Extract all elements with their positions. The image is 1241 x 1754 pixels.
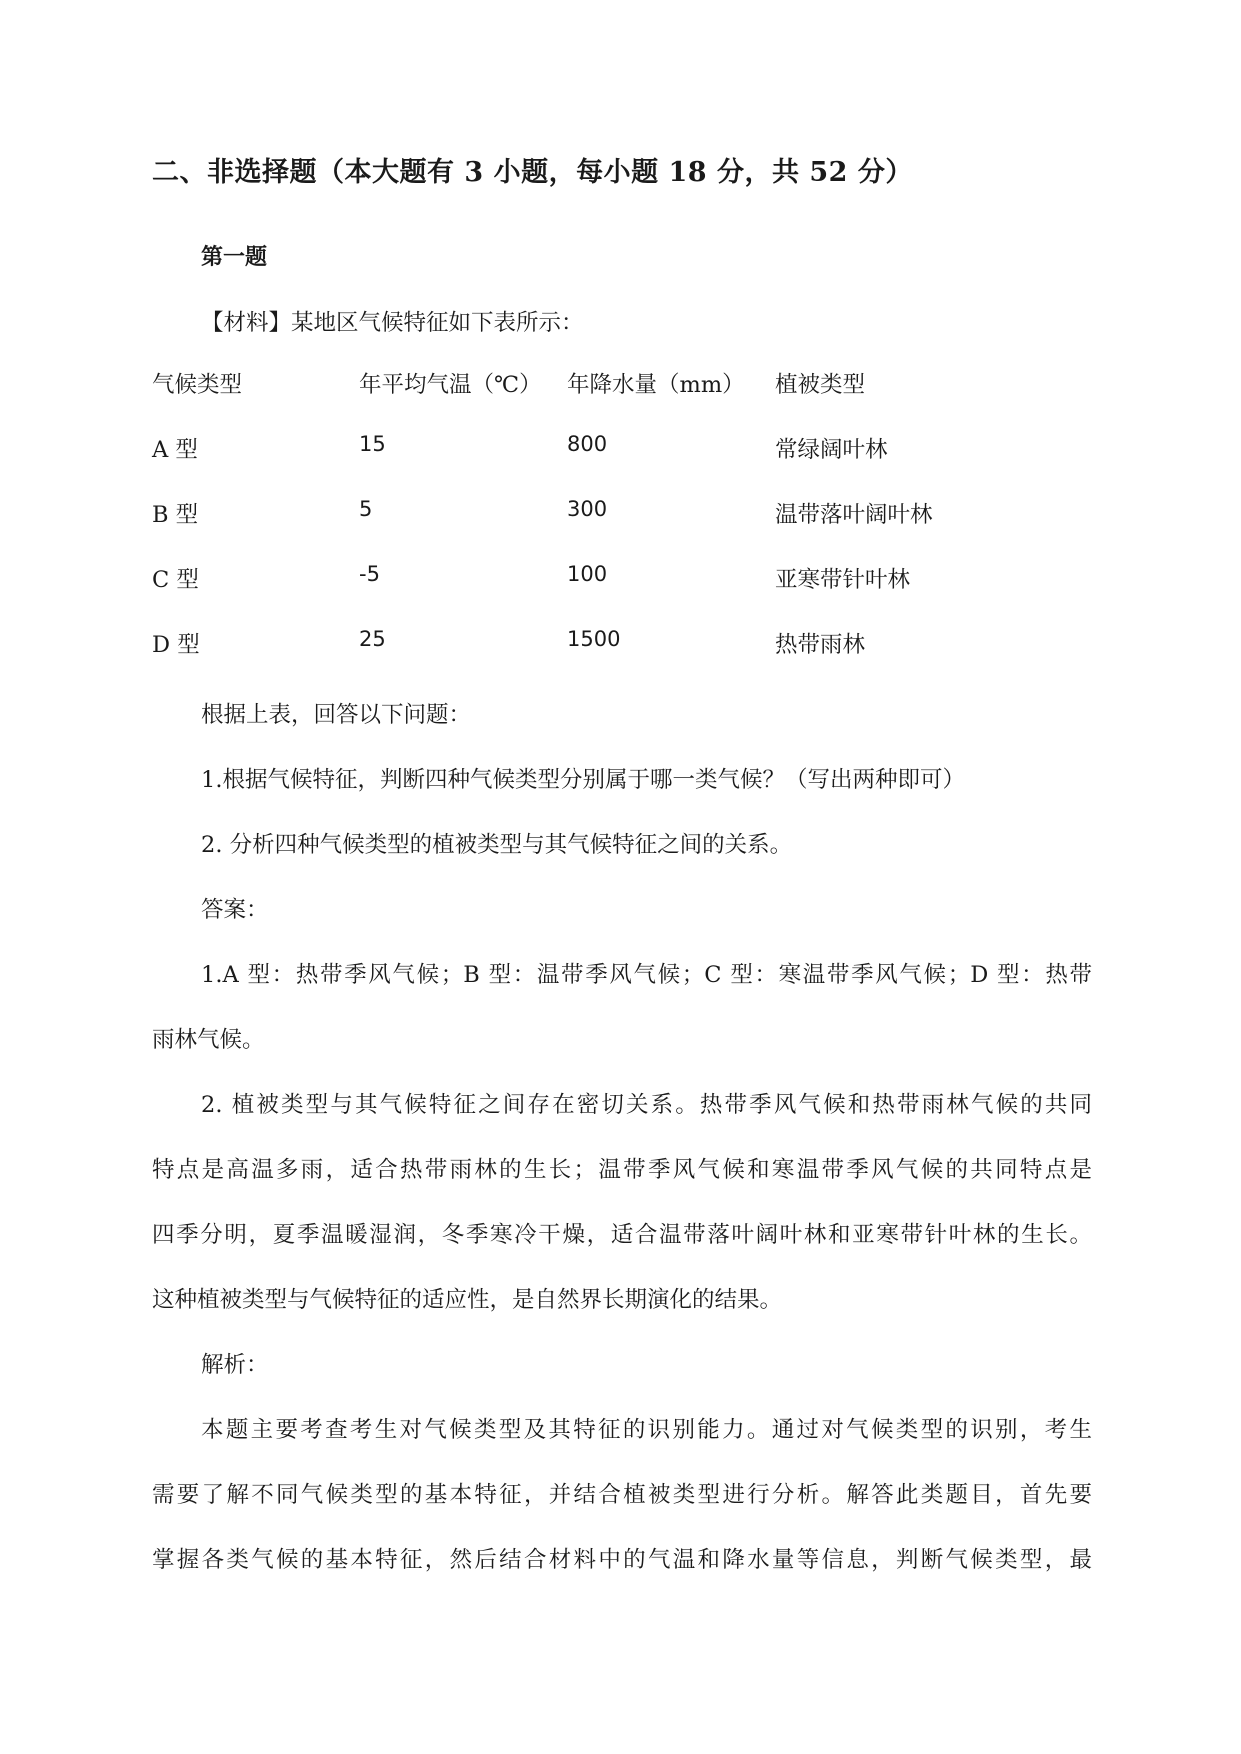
table-cell: C 型 <box>152 567 199 593</box>
analysis-line: 本题主要考查考生对气候类型及其特征的识别能力。通过对气候类型的识别，考生 <box>201 1417 1092 1443</box>
table-header-cell: 年平均气温（℃） <box>359 372 542 398</box>
answer-1-line: 1.A 型：热带季风气候；B 型：温带季风气候；C 型：寒温带季风气候；D 型：热带 <box>201 962 1092 988</box>
analysis-label: 解析： <box>201 1352 269 1378</box>
table-header-cell: 植被类型 <box>775 372 866 398</box>
question-1: 1.根据气候特征，判断四种气候类型分别属于哪一类气候？（写出两种即可） <box>201 767 965 793</box>
question-title: 第一题 <box>201 244 268 270</box>
table-cell: 5 <box>359 497 373 521</box>
analysis-line: 掌握各类气候的基本特征，然后结合材料中的气温和降水量等信息，判断气候类型，最 <box>152 1547 1092 1573</box>
table-cell: 800 <box>567 432 608 456</box>
answer-label: 答案： <box>201 897 269 923</box>
table-header-cell: 年降水量（mm） <box>567 372 745 398</box>
table-cell: 温带落叶阔叶林 <box>775 502 933 528</box>
answer-2-line: 特点是高温多雨，适合热带雨林的生长；温带季风气候和寒温带季风气候的共同特点是 <box>152 1157 1092 1183</box>
table-cell: 300 <box>567 497 608 521</box>
table-row <box>152 497 1052 537</box>
table-row <box>152 562 1052 602</box>
table-header-row <box>152 367 1052 407</box>
table-cell: B 型 <box>152 502 199 528</box>
table-cell: 15 <box>359 432 386 456</box>
table-cell: 1500 <box>567 627 621 651</box>
answer-2-line: 这种植被类型与气候特征的适应性，是自然界长期演化的结果。 <box>152 1287 783 1313</box>
table-row <box>152 627 1052 667</box>
answer-2-line: 2. 植被类型与其气候特征之间存在密切关系。热带季风气候和热带雨林气候的共同 <box>201 1092 1092 1118</box>
question-2: 2. 分析四种气候类型的植被类型与其气候特征之间的关系。 <box>201 832 793 858</box>
table-cell: 25 <box>359 627 386 651</box>
table-row <box>152 432 1052 472</box>
answer-2-line: 四季分明，夏季温暖湿润，冬季寒冷干燥，适合温带落叶阔叶林和亚寒带针叶林的生长。 <box>152 1222 1092 1248</box>
question-prompt: 根据上表，回答以下问题： <box>201 702 472 728</box>
answer-1-line: 雨林气候。 <box>152 1027 265 1053</box>
table-cell: 100 <box>567 562 608 586</box>
table-cell: -5 <box>359 562 380 586</box>
analysis-line: 需要了解不同气候类型的基本特征，并结合植被类型进行分析。解答此类题目，首先要 <box>152 1482 1092 1508</box>
table-cell: 亚寒带针叶林 <box>775 567 911 593</box>
section-heading: 二、非选择题（本大题有 3 小题，每小题 18 分，共 52 分） <box>152 157 913 188</box>
table-cell: A 型 <box>152 437 198 463</box>
table-cell: D 型 <box>152 632 200 658</box>
table-header-cell: 气候类型 <box>152 372 243 398</box>
table-cell: 热带雨林 <box>775 632 866 658</box>
table-cell: 常绿阔叶林 <box>775 437 888 463</box>
material-intro: 【材料】某地区气候特征如下表所示： <box>201 310 584 336</box>
